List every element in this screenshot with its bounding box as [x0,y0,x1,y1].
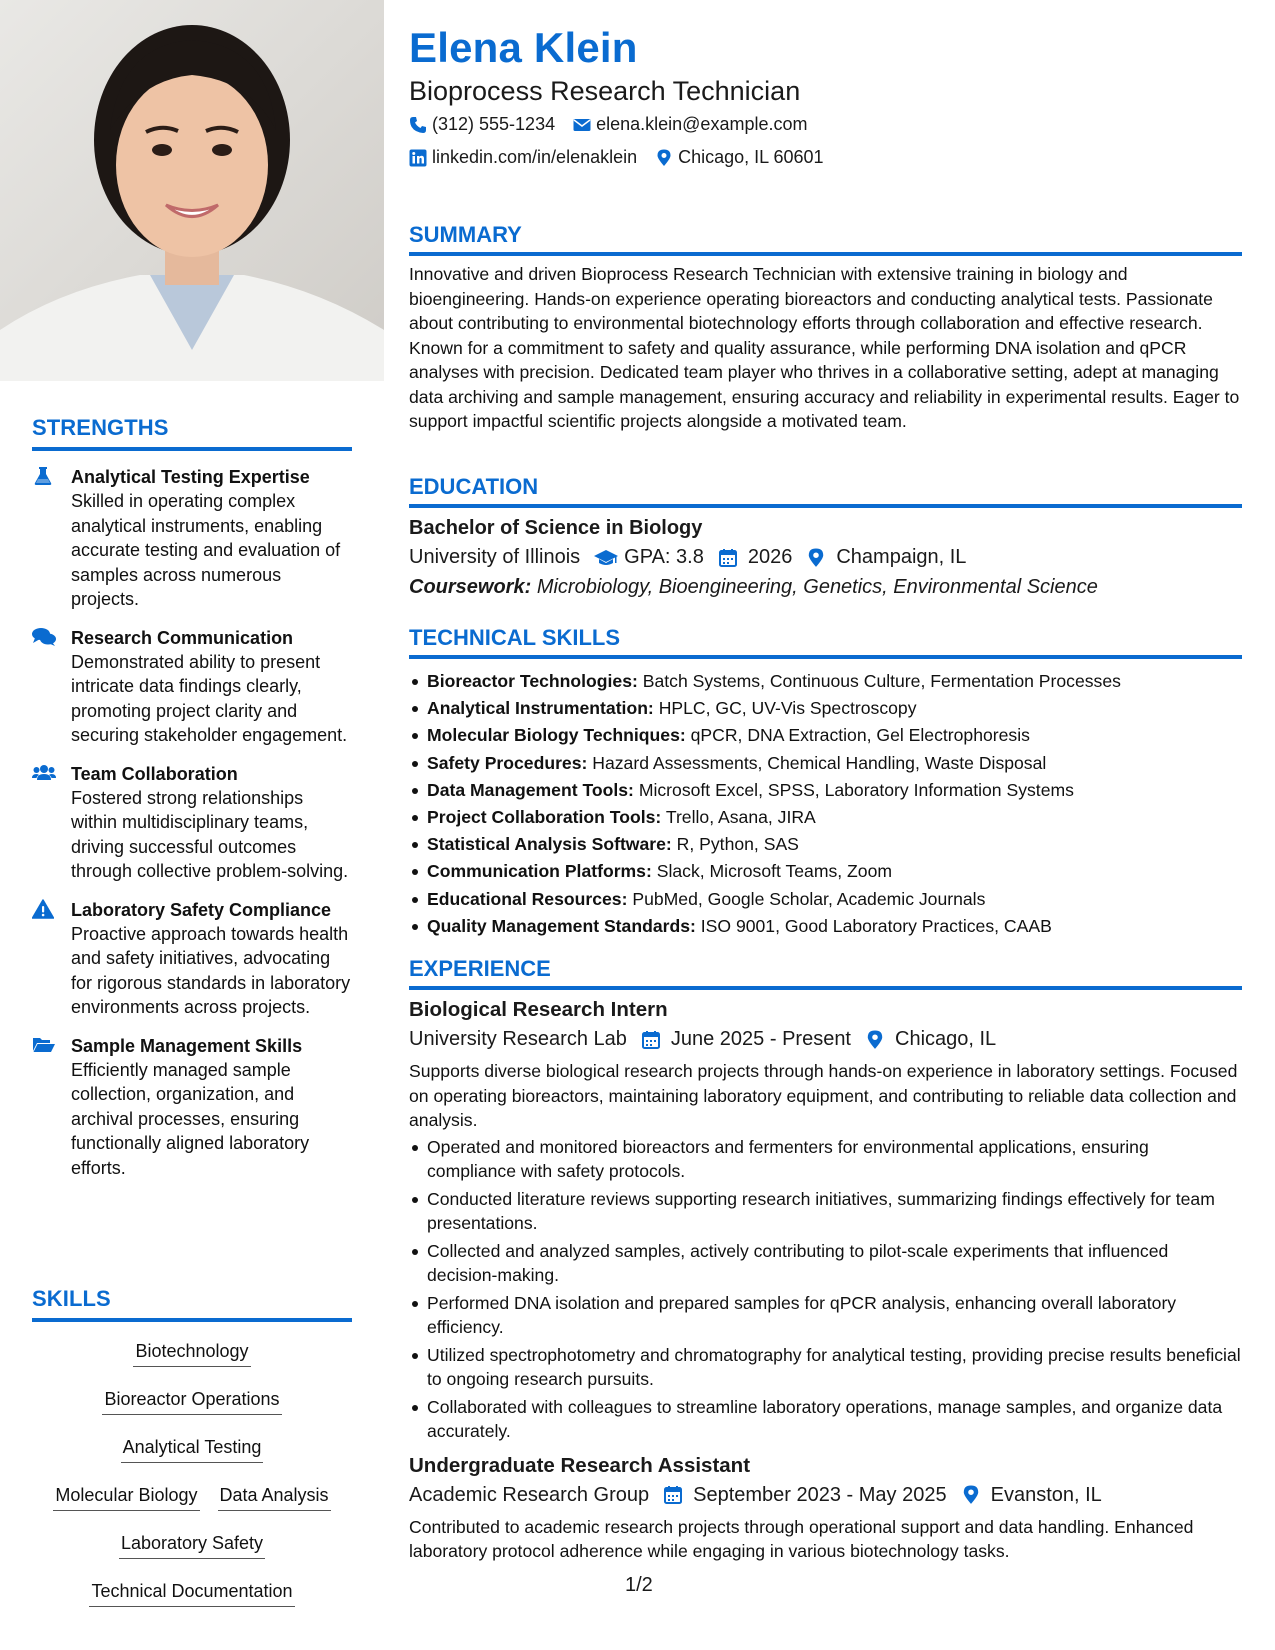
list-item: Operated and monitored bioreactors and fermenters for environmental applications, ensuring compliance with safety protocols. [409,1135,1242,1184]
coursework-text: Microbiology, Bioengineering, Genetics, Environmental Science [536,576,1098,598]
experience-heading: EXPERIENCE [409,956,1242,990]
experience-section [409,956,1242,1564]
education-section [409,474,1242,599]
gpa-text: GPA: 3.8 [624,546,704,568]
linkedin-icon [409,149,427,167]
skill-label: Communication Platforms: [427,861,652,882]
coursework-label: Coursework: [409,576,532,598]
location-contact [655,147,823,168]
strength-item [32,626,352,748]
linkedin-text: linkedin.com/in/elenaklein [432,147,638,167]
calendar-icon [718,548,738,568]
strength-title: Research Communication [71,627,294,648]
location-text: Chicago, IL 60601 [678,147,824,167]
skill-value: HPLC, GC, UV-Vis Spectroscopy [658,698,917,719]
list-item [409,858,1242,885]
phone-icon [409,116,427,134]
strength-text: Efficiently managed sample collection, organization, and archival processes, ensuring functionally aligned laboratory efforts. [71,1059,310,1178]
list-item: Collected and analyzed samples, actively contributing to pilot-scale experiments that influenced decision-making. [409,1239,1242,1288]
skill-label: Quality Management Standards: [427,915,696,936]
map-pin-icon [865,1030,885,1050]
flask-icon [32,466,56,486]
technical-skills-heading: TECHNICAL SKILLS [409,625,1242,659]
list-item [409,886,1242,913]
skill-label: Project Collaboration Tools: [427,807,662,828]
job-description: Supports diverse biological research projects through hands-on experience in laboratory settings. Focused on operating bioreactors, maintaining laboratory equipment, and contributing to reliable data collection and analysis. [409,1061,1238,1130]
summary-section [409,222,1242,434]
skill-label: Analytical Instrumentation: [427,698,654,719]
list-item [409,668,1242,695]
strength-item [32,465,352,612]
map-pin-icon [961,1485,981,1505]
skill-tag: Biotechnology [133,1338,250,1367]
skill-tag: Data Analysis [218,1482,331,1511]
strength-item [32,898,352,1020]
linkedin-contact[interactable] [409,147,637,168]
skill-tag: Technical Documentation [89,1578,294,1607]
map-pin-icon [806,548,826,568]
profile-photo [0,0,384,381]
list-item [409,804,1242,831]
year-text: 2026 [747,546,793,568]
technical-skills-list [409,668,1242,940]
summary-heading: SUMMARY [409,222,1242,256]
technical-skills-section [409,625,1242,940]
strength-title: Analytical Testing Expertise [71,467,310,487]
skill-value: Batch Systems, Continuous Culture, Fermentation Processes [642,671,1121,691]
strength-text: Skilled in operating complex analytical instruments, enabling accurate testing and evaluation of samples across numerous projects. [71,491,341,609]
job-title-heading: Bioprocess Research Technician [409,76,801,106]
phone-text: (312) 555-1234 [432,114,556,134]
graduation-cap-icon [594,548,614,568]
strength-item [32,1034,352,1181]
list-item: Utilized spectrophotometry and chromatography for analytical testing, providing precise results beneficial to ongoing research pursuits. [409,1343,1242,1392]
job-bullets [409,1135,1242,1444]
graduation-year [718,546,793,569]
education-location [806,546,966,569]
education-meta [409,546,1242,569]
warning-icon [32,899,56,919]
job-location [865,1028,996,1051]
list-item [409,913,1242,940]
dates-text: June 2025 - Present [670,1028,851,1050]
email-text: elena.klein@example.com [596,114,808,134]
comments-icon [32,627,56,647]
list-item: Performed DNA isolation and prepared samples for qPCR analysis, enhancing overall laboratory efficiency. [409,1291,1242,1340]
calendar-icon [663,1485,683,1505]
users-icon [32,763,56,783]
job-entry [409,1454,1242,1564]
skill-value: Hazard Assessments, Chemical Handling, Waste Disposal [592,752,1047,773]
sidebar [0,0,384,1650]
strength-title: Laboratory Safety Compliance [71,899,332,920]
skill-tag: Bioreactor Operations [102,1386,281,1415]
skill-value: qPCR, DNA Extraction, Gel Electrophoresis [690,725,1030,746]
job-dates [641,1028,851,1051]
employer [409,1484,649,1507]
strength-title: Sample Management Skills [71,1035,303,1056]
skill-tag: Molecular Biology [53,1482,199,1511]
gpa [594,546,704,569]
skill-value: PubMed, Google Scholar, Academic Journals [632,888,986,909]
list-item [409,722,1242,749]
job-location [961,1484,1102,1507]
list-item [409,777,1242,804]
skill-label: Data Management Tools: [427,779,634,800]
map-pin-icon [655,149,673,167]
skill-label: Bioreactor Technologies: [427,671,638,691]
strength-text: Fostered strong relationships within multidisciplinary teams, driving successful outcomes through collective problem-solving. [71,787,349,881]
list-item [409,695,1242,722]
skills-heading: SKILLS [32,1286,352,1322]
strength-text: Demonstrated ability to present intricate data findings clearly, promoting project clarity and securing stakeholder engagement. [71,651,348,745]
school-name: University of Illinois [409,546,581,568]
school [409,546,580,569]
skill-value: Microsoft Excel, SPSS, Laboratory Information Systems [638,779,1074,800]
contact-row [409,147,842,168]
skill-label: Statistical Analysis Software: [427,834,672,855]
employer-name: Academic Research Group [409,1483,650,1506]
skill-value: Slack, Microsoft Teams, Zoom [656,861,893,882]
job-title: Undergraduate Research Assistant [409,1453,751,1477]
location-text: Champaign, IL [836,546,967,568]
candidate-name: Elena Klein [409,24,638,71]
job-description: Contributed to academic research projects through operational support and data handling. Enhanced laboratory protocol adherence while engaging in various biotechnology tasks. [409,1516,1194,1561]
summary-text: Innovative and driven Bioprocess Research Technician with extensive training in biology and bioengineering. Hands-on experience operating bioreactors and conducting analytical tests. Passionate about contributing to environmental biotechnology efforts through collaboration and effective research. Known for a commitment to safety and quality assurance, while performing DNA isolation and qPCR analyses with precision. Dedicated team player who thrives in a collaborative setting, adept at managing data archiving and sample management, ensuring accuracy and reliability in experimental results. Eager to support impactful scientific projects alongside a motivated team. [409,264,1240,431]
skill-label: Molecular Biology Techniques: [427,725,686,746]
location-text: Chicago, IL [895,1028,997,1050]
strength-item [32,762,352,884]
skills-section [32,1286,352,1626]
skill-tags [32,1338,352,1607]
skill-value: ISO 9001, Good Laboratory Practices, CAAB [700,915,1052,936]
skill-tag: Analytical Testing [121,1434,264,1463]
skill-value: Trello, Asana, JIRA [665,807,816,828]
coursework [409,576,1242,599]
job-title: Biological Research Intern [409,998,668,1021]
list-item [409,750,1242,777]
envelope-icon [573,116,591,134]
dates-text: September 2023 - May 2025 [693,1483,947,1506]
job-dates [663,1484,947,1507]
education-heading: EDUCATION [409,474,1242,508]
list-item: Conducted literature reviews supporting research initiatives, summarizing findings effectively for team presentations. [409,1187,1242,1236]
folder-open-icon [32,1035,56,1055]
employer [409,1028,627,1051]
skill-tag: Laboratory Safety [119,1530,265,1559]
contact-row [409,114,825,135]
page-number: 1/2 [625,1574,653,1596]
phone-contact[interactable] [409,114,555,135]
calendar-icon [641,1030,661,1050]
strength-text: Proactive approach towards health and safety initiatives, advocating for rigorous standards in laboratory environments across projects. [71,923,351,1017]
job-meta [409,1028,1242,1051]
skill-label: Safety Procedures: [427,752,588,773]
degree: Bachelor of Science in Biology [409,517,703,539]
employer-name: University Research Lab [409,1028,627,1050]
email-contact[interactable] [573,114,807,135]
list-item: Collaborated with colleagues to streamline laboratory operations, manage samples, and organize data accurately. [409,1395,1242,1444]
location-text: Evanston, IL [990,1483,1102,1506]
job-meta [409,1484,1242,1507]
skill-value: R, Python, SAS [676,834,799,855]
strengths-heading: STRENGTHS [32,415,352,451]
list-item [409,831,1242,858]
strengths-section [32,415,352,1180]
skill-label: Educational Resources: [427,888,628,909]
strength-title: Team Collaboration [71,763,238,784]
job-entry [409,998,1242,1444]
